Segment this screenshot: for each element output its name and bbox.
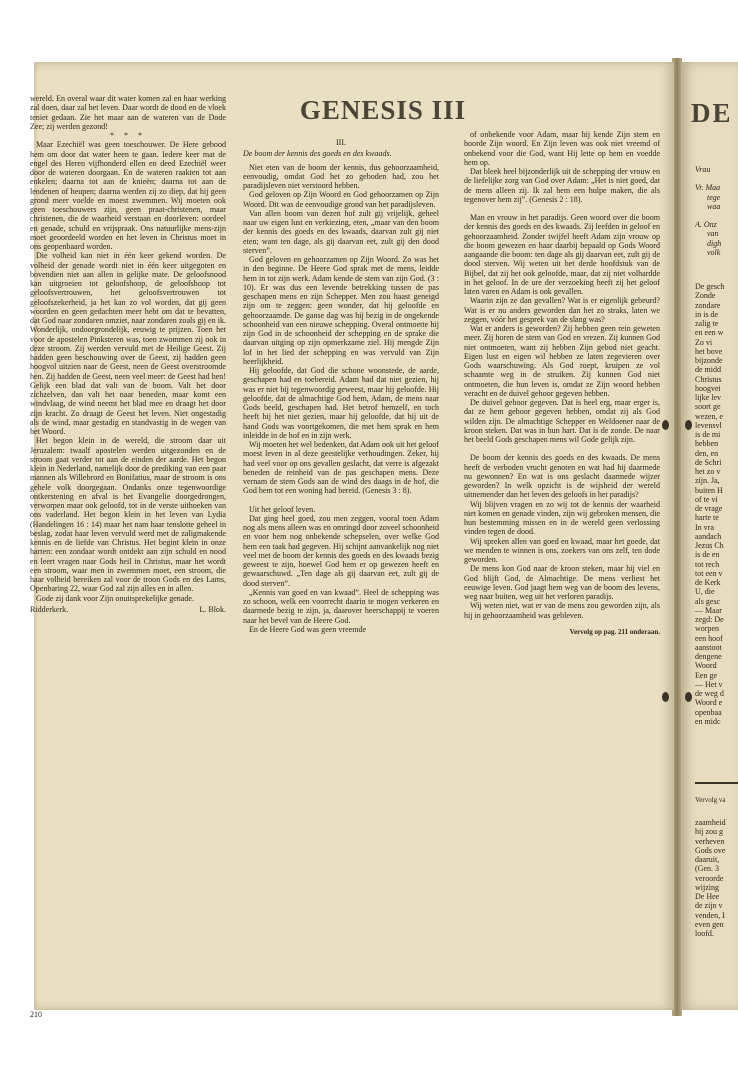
paragraph: Wat er anders is geworden? Zij hebben geen rein geweten meer. Zij horen de stem van God en vrezen. Zij kunnen God niet ontmoeten, want zij hebben Zijn gebod niet geacht. Eigen lust en eigen wil hebben ze laten zegevieren over Gods waarschuwing. Als God roept, kruipen ze vol schaamte weg in de struiken. Zij kunnen God niet ontmoeten, die hun leven is, omdat ze Zijn woord hebben veracht en de duivel gehoor gegeven hebben. <box>464 324 660 398</box>
text-line: de vrage <box>695 504 723 513</box>
text-line: den, en <box>695 448 719 458</box>
text-line: de midd <box>695 365 721 375</box>
text-line: U, die <box>695 587 715 597</box>
right-column-mid <box>695 282 738 726</box>
text-line: tot een v <box>695 568 723 578</box>
paragraph: Wij blijven vragen en zo wij tot de kennis der waarheid niet komen en genade vinden, zijn wij gebroken mensen, die hun bestemming missen en in de wereld geen verlossing vinden tegen de dood. <box>464 499 660 537</box>
text-line: even gen <box>695 919 724 929</box>
paragraph: Dat bleek heel bijzonderlijk uit de schepping der vrouw en de liefelijke zorg van God over Adam: „Het is niet goed, dat de mens alleen zij. Ik zal hem een hulpe maken, die als tegenover hem zij”. (Genesis 2 : 18). <box>464 167 660 204</box>
text-line: de zijn v <box>695 901 723 911</box>
paragraph: Man en vrouw in het paradijs. Geen woord over die boom der kennis des goeds en des kwaads. Zij leefden in geloof en gehoorzaamheid. Zonder twijfel heeft Adam zijn vrouw op die boom gewezen en haar daarbij bepaald op Gods Woord aangaande die boom: ten dage als gij daarvan eet, zult gij de dood sterven. Wij weten uit het derde hoofdstuk van de Bijbel, dat zij het ook geloofde, maar, dat zij niet volhardde in het geloof. In de ure der verzoeking heeft zij het geloof laten varen en Adam is ook gevallen. <box>464 213 660 296</box>
paragraph: wereld. En overal waar dit water komen zal en haar werking zal doen, daar zal het leven. Daar wordt de dood en de vloek teniet gedaan. Zie het maar aan de wateren van de Dode Zee; zij werden gezond! <box>30 94 226 131</box>
column-2 <box>243 138 439 634</box>
binding-staple-icon <box>685 692 692 702</box>
text-line: bijzonde <box>695 356 723 365</box>
text-line: dengene <box>695 652 722 661</box>
column-3 <box>464 130 660 637</box>
page-number: 210 <box>30 1010 42 1019</box>
text-line: in is de <box>695 309 719 319</box>
text-line: en midc <box>695 716 721 726</box>
text-line: Woord <box>695 661 717 671</box>
text-line: zondarе <box>695 300 721 310</box>
right-column-top <box>695 165 738 257</box>
text-line: het bove <box>695 346 723 356</box>
text-line: levensvl <box>695 420 722 430</box>
paragraph: Het begon klein in de wereld, die stroom daar uit Jeruzalem: twaalf apostelen werden uitgezonden en de stroom gaat verder tot aan de einden der aarde. Het begon klein in Nederland, namelijk door de prediking van een paar mannen als Willebrord en Bonifatius, maar de stroom is ons gehele volk doorgegaan. Ondanks onze tegenwoordige ontkerstening en afval is het Evangelie doorgedrongen, verworpen maar ook geloofd, tot in de verste uithoeken van ons vaderland. Het begon klein in het leven van Lydia (Handelingen 16 : 14) maar het nam haar tenslotte geheel in beslag, zodat haar leven vervuld werd met de zaligmakende kennis en de liefde van Christus. Het begint klein in onze harten: een zondaar wordt ontdekt aan zijn schuld en nood en leert vragen naar Gods heil in Christus, maar het wordt een stroom, waar men in zwemmen moet, een stroom, die haar volheid bereiken zal voor de troon Gods en des Lams, Openbaring 22, waar God zal zijn alles en in allen. <box>30 436 226 594</box>
paragraph: Die volheid kan niet in één keer gekend worden. De volheid der genade wordt niet in één keer uitgegoten en bovendien niet aan allen in gelijke mate. De geloofsnood kan uitgroeien tot geloofshoop, de geloofshoop tot geloofsvertrouwen, het geloofsvertrouwen tot geloofszekerheid, ja het kan zo vol worden, dat gij geen woorden en geen gedachten meer hebt om dat te bevatten, dat God naar zondaren omziet, naar zondaren zoals gij en ik. Wonderlijk, ondoorgrondelijk, eeuwig te prijzen. Toen het voor de apostelen Pinksteren was, toen zwommen zij ook in deze stroom. Zij werden vervuld met de Heilige Geest. Zij hadden geen beschouwing over de Geest, zij hadden geen hoogvol uitzien naar de Geest, neen de Geest overstroomde hen. Zij hadden de Geest, neen veel meer: de Geest had hen! Gelijk een blad dat valt van de boom. Valt het door zichzelven, dan valt het naar beneden, maar komt een windvlaag, de wind neemt het blad mee en draagt het door zijn kracht. Zo draagt de Geest het leven. Niet ongestadig als de wind, maar gestadig en standvastig in de wegen van het Woord. <box>30 251 226 436</box>
text-line: het zo v <box>695 467 721 476</box>
text-line: de Schri <box>695 457 722 467</box>
text-line: harte te <box>695 513 719 523</box>
text-line: hebben <box>695 439 719 449</box>
binding-staple-icon <box>662 420 669 430</box>
paragraph: Van allen boom van dezen hof zult gij vrijelijk, geheel naar uw eigen lust en verkiezing, eten, „maar van den boom der kennis des goeds en des kwaads, daarvan zult gij niet eten; want ten dage, als gij daarvan eet, zult gij den dood sterven”. <box>243 208 439 255</box>
text-line: als gesc <box>695 596 721 606</box>
paragraph: Wij moeten het wel bedenken, dat Adam ook uit het geloof moest leven in al deze geestelijke verhoudingen. Zeker, hij had veel voor op ons gevallen geslacht, dat verre is afgezakt beneden de reinheid van de pas geschapen mens. Deze vernam de stem Gods aan de wind des daags in de hof, die God hem tot een woning had bereid. (Genesis 3 : 8). <box>243 440 439 496</box>
text-line: Een ge <box>695 670 717 680</box>
text-line: volk <box>707 247 721 257</box>
page-title: GENESIS III <box>299 95 467 125</box>
text-line: Vr. Maa <box>695 183 721 193</box>
text-line: de Kerk <box>695 578 721 587</box>
text-line: soort ge <box>695 402 721 412</box>
text-line: wezen, e <box>695 411 723 421</box>
signature-author: L. Blok. <box>199 604 226 614</box>
text-line: tege <box>707 192 721 202</box>
paragraph: God geloven op Zijn Woord en God gehoorzamen op Zijn Woord. Dit was de eenvoudige grond van het paradijsleven. <box>243 190 439 209</box>
paragraph: Gode zij dank voor Zijn onuitsprekelijke genade. <box>36 593 194 603</box>
signature-place: Ridderkerk. <box>30 604 69 614</box>
binding-staple-icon <box>685 420 692 430</box>
right-continuation-label: Vervolg va <box>695 796 726 804</box>
text-line: Woord e <box>695 698 723 708</box>
text-line: aandach <box>695 531 722 541</box>
text-line: Gods ove <box>695 845 726 855</box>
text-line: openbaa <box>695 707 722 717</box>
text-line: — Maar <box>695 605 722 615</box>
text-line: (Gen. 3 <box>695 864 719 874</box>
paragraph: God geloven en gehoorzamen op Zijn Woord. Zo was het in den beginne. De Heere God sprak met de mens, leidde hem in tot zijn werk. Adam kende de stem van zijn God. (3 : 10). Er was dus een levende betrekking tussen de pas geschapen mens en zijn Schepper. Men zou haast geneigd zijn om te zeggen: geen wonder, dat hij geloofde en gehoorzaamde. De ganse dag was hij bezig in de ongekende schoonheid van een nieuwe schepping. Overal ontmoette hij zijn God in de schoonheid der schepping en de sprake die daarvan uitging op zijn opmerkzame ziel. Hij mengde Zijn lof in het lied der schepping en was vervuld van Zijn heerlijkheid. <box>243 255 439 366</box>
text-line: De Hee <box>695 892 720 901</box>
paragraph: Niet eten van de boom der kennis, dus gehoorzaamheid, eenvoudig, omdat God het zo geboden had, zou het paradijsleven niet verstoord hebben. <box>243 162 439 190</box>
text-line: is de mi <box>695 430 721 439</box>
right-page-title: DE <box>691 98 733 128</box>
continuation-note: Vervolg op pag. 211 onderaan. <box>569 627 660 636</box>
paragraph: De duivel gehoor gegeven. Dat is heel erg, maar erger is, dat ze hem gehoor gegeven hebben, omdat zij als God wilden zijn. De almachtige Schepper en Weldoener naar de kroon steken. Dat was in hun hart. Dat is de zonde. De naar het beeld Gods geschapen mens wil Gode gelijk zijn. <box>464 398 660 444</box>
column-1 <box>30 94 226 614</box>
text-line: zijn. Ja, <box>695 476 720 486</box>
paragraph: Waarin zijn ze dan gevallen? Wat is er eigenlijk gebeurd? Wat is er nu anders geworden dan het zo straks, laten we zeggen, vóór het gesprek van de slang was? <box>464 296 660 324</box>
text-line: een hoof <box>695 633 723 643</box>
paragraph: En de Heere God was geen vreemde <box>249 624 367 634</box>
text-line: de weg d <box>695 689 724 698</box>
section-heading: III. <box>335 138 347 147</box>
signature-line <box>30 605 226 614</box>
section-divider-stars: * * * <box>109 131 147 140</box>
paragraph: of onbekende voor Adam, maar hij kende Zijn stem en hoorde Zijn woord. En Zijn leven was ook niet vreemd of onbekend voor die God, want Hij lette op hem en voedde hem op. <box>464 130 660 167</box>
text-line: In vra <box>695 522 714 532</box>
text-line: of te vi <box>695 494 718 504</box>
text-line: en een w <box>695 328 724 338</box>
text-line: hij zou g <box>695 827 723 837</box>
paragraph: Maar Ezechiël was geen toeschouwer. De Here gebood hem om door dat water heen te gaan. Iedere keer mat de engel des Heren vijfhonderd ellen en deed Ezechiël weer door de wateren doorgaan. En de wateren raakten tot aan enkelen; daarna tot aan de knieën; daarna tot aan de lendenen of heupen; daarna werden zij zo diep, dat hij geen grond meer voelde en moest zwemmen. Wij moeten ook geen toeschouwers zijn, geen praat-christenen, maar christenen, die de waarheid verstaan en doorleven: oordeel en genade, schuld en vrijspraak. Ons natuurlijke mens-zijn moet geoordeeld worden en het leven in Christus moet in ons geopenbaard worden. <box>30 140 226 251</box>
text-line: Zonde <box>695 291 716 301</box>
paragraph: „Kennis van goed en van kwaad”. Heel de schepping was zo schoon, welk een voorrecht daarin te mogen verkeren en daarmede bezig te zijn, ja, daarover heerschappij te voeren naar het bevel van de Heere God. <box>243 587 439 625</box>
paragraph: Hij geloofde, dat God die schone woonstede, de aarde, geschapen had en toebereid. Adam had dat niet gezien, hij was er niet bij tegenwoordig geweest, maar hij geloofde. Hij geloofde, dat de almachtige God hem, Adam, de mens naar Gods beeld, geschapen had. Het betrof hemzelf, en toch heeft hij het niet gezien, maar hij geloofde, dat hij uit de hand Gods was voortgekomen, die met hem sprak en hem inleidde in de hof en in zijn werk. <box>243 366 439 440</box>
text-line: van <box>707 229 719 239</box>
text-line: hoogvei <box>695 383 721 393</box>
text-line: aanstoot <box>695 642 722 652</box>
text-line: buiten H <box>695 485 723 495</box>
right-column-bottom <box>695 818 738 938</box>
text-line: tot rech <box>695 559 720 569</box>
text-line: lijke lev <box>695 393 721 402</box>
text-line: venden, I <box>695 910 725 920</box>
text-line: waa <box>707 201 721 211</box>
text-line: is de en <box>695 550 720 560</box>
divider <box>695 782 738 784</box>
text-line: digh <box>707 238 722 248</box>
text-line: — Het v <box>695 679 723 689</box>
text-line: De gesch <box>695 282 725 291</box>
text-line: zaamheid <box>695 818 726 827</box>
text-line: veroorde <box>695 873 724 883</box>
paragraph: Wij weten niet, wat er van de mens zou geworden zijn, als hij in gehoorzaamheid was gebleven. <box>464 601 660 620</box>
paragraph: Dat ging heel goed, zou men zeggen, vooral toen Adam nog als mens alleen was en omringd door zoveel schoonheid en voor hem nog onbekende schepselen, over welke God hem een taak had gegeven. Hij schijnt aanvankelijk nog niet veel met de boom der kennis des goeds en des kwaads bezig geweest te zijn, hoewel God hem er op gewezen heeft en gewaarschuwd. „Ten dage als gij daarvan eet, zult gij de dood sterven”. <box>243 513 439 588</box>
paragraph: De mens kon God naar de kroon steken, maar hij viel en God blijft God, de Almachtige. De mens verliest het eeuwige leven. God jaagt hem weg van de boom des levens, weg naar buiten, weg uit het verloren paradijs. <box>464 564 660 601</box>
text-line: Zo vi <box>695 337 713 347</box>
section-subheading: De boom der kennis des goeds en des kwaads. <box>243 149 392 159</box>
paragraph: Uit het geloof leven. <box>249 504 316 514</box>
text-line: zegd: De <box>695 615 724 624</box>
text-line: Christus <box>695 374 722 384</box>
paragraph: De boom der kennis des goeds en des kwaads. De mens heeft de verboden vrucht genoten en wat had hij daarmede nu gewonnen? En wat is ons geslacht daarmede wijzer geworden? In welk opzicht is de wijsheid der wereld uitnemender dan het leven des geloofs in het paradijs? <box>464 453 660 500</box>
text-line: A. Onz <box>695 220 717 229</box>
text-line: Vrau <box>695 165 711 174</box>
binding-staple-icon <box>662 692 669 702</box>
text-line: wijzing <box>695 882 719 892</box>
text-line: zalig te <box>695 319 719 328</box>
text-line: loofd. <box>695 929 714 938</box>
text-line: Jezus Ch <box>695 541 724 550</box>
paragraph: Wij spreken allen van goed en kwaad, maar het goede, dat we menden te winnen is ons, zoekers van ons zelf, ten dode geworden. <box>464 536 660 564</box>
text-line: verheven <box>695 836 725 846</box>
text-line: daaruit, <box>695 855 720 864</box>
text-line: worpen <box>695 624 719 634</box>
